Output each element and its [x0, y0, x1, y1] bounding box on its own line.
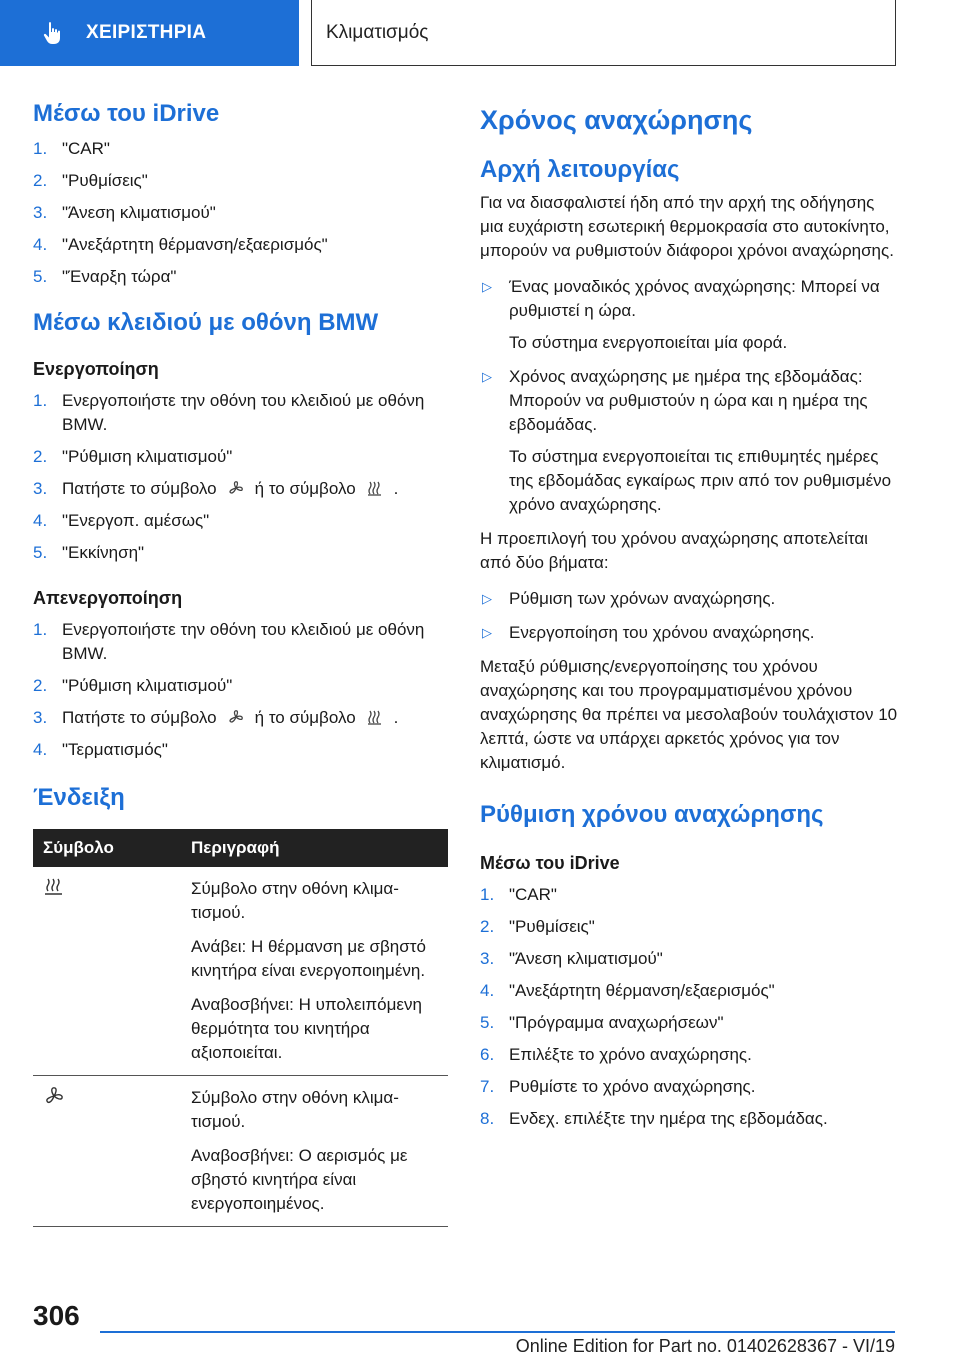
section-title: Κλιματισμός: [311, 0, 896, 66]
list-item: 2. "Ρύθμιση κλιματισμού": [33, 446, 233, 466]
list-item: 4. "Τερματισμός": [33, 740, 168, 760]
table-cell-text: Αναβοσβήνει: Η υπολειπόμενη θερμότητα του κινητήρα αξιοποιείται.: [191, 995, 422, 1063]
list-item: ▷ Ένας μοναδικός χρόνος αναχώρησης: Μπορεί να ρυθμιστεί η ώρα. Το σύστημα ενεργοποιείται μία φορά.: [482, 277, 880, 353]
list-item: 5. "Πρόγραμμα αναχωρήσεων": [480, 1013, 724, 1033]
departure-types-list: [480, 275, 900, 517]
hand-pointer-icon: [40, 20, 66, 46]
default-text: Η προεπιλογή του χρόνου αναχώρησης αποτελείται από δύο βήματα:: [480, 529, 868, 573]
table-cell-text: Σύμβολο στην οθόνη κλιματισμού.: [191, 1088, 399, 1132]
list-item: 4. "Ανεξάρτητη θέρμανση/εξαερισμός": [480, 981, 775, 1001]
list-item: 4. "Ανεξάρτητη θέρμανση/εξαερισμός": [33, 234, 328, 254]
departure-time-heading: Χρόνος αναχώρησης: [480, 105, 753, 135]
footer-divider: [100, 1331, 895, 1333]
list-item: 2. "Ρυθμίσεις": [480, 917, 595, 937]
activation-heading: Ενεργοποίηση: [33, 358, 159, 379]
ventilation-icon: [227, 480, 245, 496]
ventilation-icon: [43, 1086, 65, 1106]
table-row: [33, 1076, 448, 1227]
list-item: 3. Πατήστε το σύμβολο ή το σύμβολο .: [33, 478, 399, 498]
list-item: 3. "Άνεση κλιματισμού": [480, 949, 663, 969]
setting-heading: Ρύθμιση χρόνου αναχώρησης: [480, 801, 824, 829]
list-item: 5. "Έναρξη τώρα": [33, 266, 177, 286]
triangle-bullet-icon: ▷: [482, 369, 492, 385]
default-steps-list: [480, 587, 900, 645]
table-row: [33, 867, 448, 1076]
list-item: 2. "Ρύθμιση κλιματισμού": [33, 676, 233, 696]
column-header-symbol: Σύμβολο: [33, 829, 181, 867]
setting-steps: [480, 883, 900, 1131]
deactivation-steps: [33, 618, 448, 762]
column-header-description: Περιγραφή: [181, 829, 448, 867]
key-heading: Μέσω κλειδιού με οθόνη BMW: [33, 308, 379, 336]
list-item: 1. "CAR": [480, 885, 557, 905]
heating-icon: [43, 877, 65, 897]
list-item: ▷ Χρόνος αναχώρησης με ημέρα της εβδομάδας: Μπορούν να ρυθμιστούν η ώρα και η ημέρα της εβδομάδας. Το σύστημα ενεργοποιείται τις επιθυμητές ημέρες της εβδομάδας εγκαίρως πριν από τον ρυθμισμένο χρόνο αναχώρησης.: [482, 367, 892, 515]
principle-text: Για να διασφαλιστεί ήδη από την αρχή της οδήγησης μια ευχάριστη εσωτερική θερμοκρασία στο αυτοκίνητο, μπορούν να ρυθμιστούν διάφοροι χρόνοι αναχώρησης.: [480, 193, 894, 261]
list-item: ▷ Ενεργοποίηση του χρόνου αναχώρησης.: [480, 621, 900, 645]
triangle-bullet-icon: ▷: [482, 625, 492, 641]
list-item: ▷ Ρύθμιση των χρόνων αναχώρησης.: [480, 587, 900, 611]
list-item: 6. Επιλέξτε το χρόνο αναχώρησης.: [480, 1045, 752, 1065]
left-column: [33, 100, 448, 1227]
triangle-bullet-icon: ▷: [482, 591, 492, 607]
list-item: 3. Πατήστε το σύμβολο ή το σύμβολο .: [33, 708, 399, 728]
idrive-steps: [33, 137, 448, 289]
table-cell-text: Ανάβει: Η θέρμανση με σβηστό κινητήρα είναι ενεργοποιημένη.: [191, 937, 426, 981]
table-cell-text: Αναβοσβήνει: Ο αερισμός με σβηστό κινητήρα είναι ενεργοποιημένος.: [191, 1146, 408, 1214]
idrive-subheading: Μέσω του iDrive: [480, 852, 620, 873]
right-column: [480, 100, 900, 1139]
heating-ventilation-icon: [366, 480, 384, 496]
deactivation-heading: Απενεργοποίηση: [33, 587, 183, 608]
table-cell-text: Σύμβολο στην οθόνη κλιματισμού.: [191, 879, 399, 923]
principle-heading: Αρχή λειτουργίας: [480, 156, 680, 184]
list-item: 7. Ρυθμίστε το χρόνο αναχώρησης.: [480, 1077, 756, 1097]
symbol-table: [33, 829, 448, 1227]
page-number: 306: [33, 1300, 80, 1331]
list-item: 3. "Άνεση κλιματισμού": [33, 202, 216, 222]
ventilation-icon: [227, 709, 245, 725]
chapter-tab-label: ΧΕΙΡΙΣΤΗΡΙΑ: [86, 22, 207, 43]
edition-note: Online Edition for Part no. 01402628367 - VI/19: [515, 1336, 895, 1356]
idrive-heading: Μέσω του iDrive: [33, 100, 220, 127]
list-item: 5. "Εκκίνηση": [33, 542, 145, 562]
interval-text: Μεταξύ ρύθμισης/ενεργοποίησης του χρόνου αναχώρησης και του προγραμματισμένου χρόνου αναχώρησης θα πρέπει να μεσολαβούν τουλάχιστον 10 λεπτά, ώστε να υπάρχει αρκετός χρόνος για τον κλιματισμό.: [480, 657, 898, 773]
activation-steps: [33, 389, 448, 565]
list-item: 8. Ενδεχ. επιλέξτε την ημέρα της εβδομάδας.: [480, 1109, 828, 1129]
display-heading: Ένδειξη: [33, 784, 125, 812]
triangle-bullet-icon: ▷: [482, 279, 492, 295]
list-item: 2. "Ρυθμίσεις": [33, 170, 148, 190]
list-item: 1. Ενεργοποιήστε την οθόνη του κλειδιού με οθόνη BMW.: [33, 620, 425, 664]
list-item: 4. "Ενεργοπ. αμέσως": [33, 510, 210, 530]
list-item: 1. Ενεργοποιήστε την οθόνη του κλειδιού με οθόνη BMW.: [33, 390, 425, 434]
chapter-tab[interactable]: [0, 0, 299, 66]
table-header-row: [33, 829, 448, 867]
list-item: 1. "CAR": [33, 138, 110, 158]
heating-ventilation-icon: [366, 709, 384, 725]
